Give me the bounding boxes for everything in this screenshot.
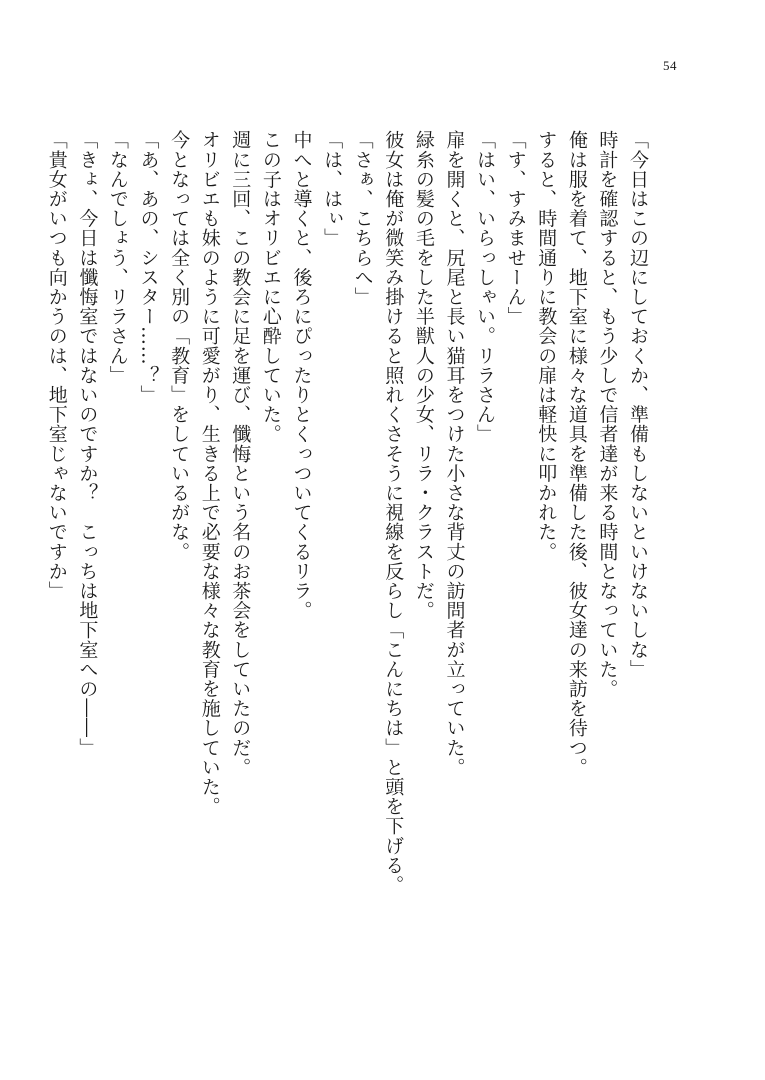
text-line: 「あ、あの、シスター……？」: [137, 130, 160, 405]
vertical-text-body: [45, 130, 653, 960]
text-line: 「今日はこの辺にしておくか、準備もしないといけないしな」: [627, 130, 649, 679]
text-line: 「なんでしょう、リラさん」: [106, 130, 129, 385]
text-line: この子はオリビエに心酔していた。: [259, 130, 282, 444]
text-line: 緑糸の髪の毛をした半獣人の少女、リラ・クラストだ。: [412, 130, 435, 620]
text-line: 俺は服を着て、地下室に様々な道具を準備した後、彼女達の来訪を待つ。: [565, 130, 588, 777]
text-line: すると、時間通りに教会の扉は軽快に叩かれた。: [535, 130, 558, 562]
text-line: 「貴女がいつも向かうのは、地下室じゃないですか」: [45, 130, 68, 601]
text-line: 中へと導くと、後ろにぴったりとくっついてくるリラ。: [290, 130, 313, 620]
text-line: 「きょ、今日は懺悔室ではないのですか？ こっちは地下室への――」: [76, 130, 99, 758]
text-line: 扉を開くと、尻尾と長い猫耳をつけた小さな背丈の訪問者が立っていた。: [443, 130, 466, 777]
page-number: 54: [663, 58, 677, 73]
text-line: オリビエも妹のように可愛がり、生きる上で必要な様々な教育を施していた。: [198, 130, 221, 816]
text-line: 今となっては全く別の「教育」をしているがな。: [168, 130, 191, 562]
text-line: 彼女は俺が微笑み掛けると照れくさそうに視線を反らし「こんにちは」と頭を下げる。: [382, 130, 405, 895]
text-line: 「はい、いらっしゃい。リラさん」: [474, 130, 497, 444]
text-line: 「は、はぃ」: [321, 130, 344, 248]
text-line: 「す、すみませーん」: [504, 130, 527, 326]
text-line: 時計を確認すると、もう少しで信者達が来る時間となっていた。: [596, 130, 619, 699]
text-line: 「さぁ、こちらへ」: [351, 130, 374, 307]
text-line: 週に三回、この教会に足を運び、懺悔という名のお茶会をしていたのだ。: [229, 130, 252, 777]
